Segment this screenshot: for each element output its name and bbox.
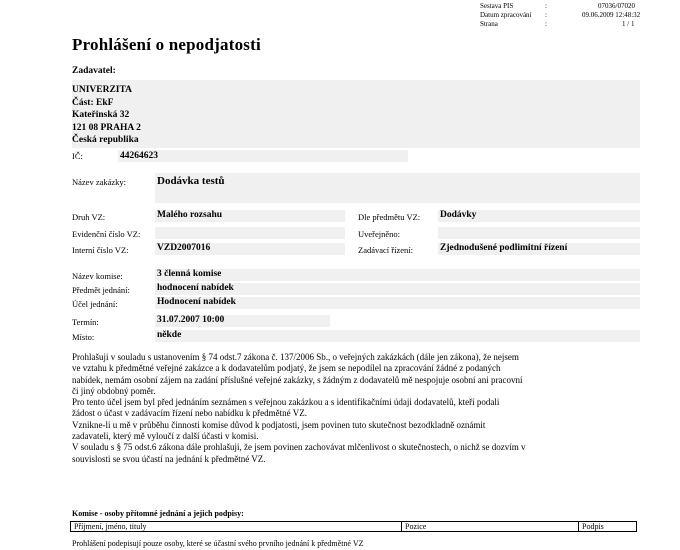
komise-nazev-field <box>155 269 640 281</box>
declaration-text <box>72 352 647 465</box>
predmet-vz-value: Dodávky <box>440 210 477 220</box>
address-line: Česká republika <box>72 135 139 145</box>
druh-label: Druh VZ: <box>72 212 106 222</box>
zadavatel-heading: Zadavatel: <box>72 66 116 76</box>
interni-label: Interní číslo VZ: <box>72 245 129 255</box>
meta-row <box>480 11 670 19</box>
declaration-line: souvislosti se svou účastí na jednání k předmětné VZ. <box>72 453 266 464</box>
meta-label: Sestava PIS <box>480 2 514 10</box>
ic-label: IČ: <box>72 151 83 161</box>
misto-label: Místo: <box>72 332 95 342</box>
uverejneno-field <box>438 227 640 239</box>
meta-label: Datum zpracování <box>480 11 532 19</box>
komise-predmet-value: hodnocení nabídek <box>157 283 234 293</box>
meta-row <box>480 2 670 10</box>
declaration-line: nabídek, nemám osobní zájem na zadání příslušné veřejné zakázky, s žádným z dodavatelů mě nespojuje osobní ani pracovní <box>72 374 523 385</box>
komise-ucel-value: Hodnocení nabídek <box>157 297 236 307</box>
declaration-line: či jiný obdobný poměr. <box>72 385 156 396</box>
declaration-line: V souladu s § 75 odst.6 zákona dále prohlašuji, že jsem povinen zachovávat mlčenlivost o skutečnostech, o nichž se dozvím v <box>72 442 526 453</box>
komise-ucel-label: Účel jednání: <box>72 299 118 309</box>
ic-value: 44264623 <box>120 151 158 161</box>
rizeni-value: Zjednodušené podlimitní řízení <box>440 243 568 253</box>
footer-note: Prohlášení podepisují pouze osoby, které se účastní svého prvního jednání k předmětné VZ <box>72 539 364 548</box>
zakazka-name-label: Název zakázky: <box>72 177 127 187</box>
komise-nazev-label: Název komise: <box>72 271 123 281</box>
zakazka-name-field <box>155 173 640 203</box>
ic-field <box>118 150 408 162</box>
column-header: Pozice <box>402 522 579 532</box>
meta-value: 1 / 1 <box>622 20 635 28</box>
signatures-table <box>70 521 637 532</box>
zadavatel-address <box>72 84 141 147</box>
declaration-line: ve vztahu k předmětné veřejné zakázce a k dodavatelům podjatý, že jsem se nepodílel na zpracování žádné z podaných <box>72 363 501 374</box>
signatures-heading: Komise - osoby přítomné jednání a jejich podpisy: <box>72 509 244 518</box>
declaration-line: zadavateli, který mě vyloučí z další účasti v komisi. <box>72 431 259 442</box>
declaration-line: Prohlašuji v souladu s ustanovením § 74 odst.7 zákona č. 137/2006 Sb., o veřejných zakázkách (dále jen zákona), že nejsem <box>72 352 519 362</box>
uverejneno-label: Uveřejněno: <box>358 229 401 239</box>
komise-predmet-label: Předmět jednání: <box>72 285 130 295</box>
meta-row <box>480 20 670 28</box>
meta-value: 07036/07020 <box>598 2 635 10</box>
meta-sep: : <box>545 11 547 19</box>
druh-value: Malého rozsahu <box>157 210 223 220</box>
meta-label: Strana <box>480 20 498 28</box>
declaration-line: žádost o účast v zadávacím řízení nebo nabídku k předmětné VZ. <box>72 408 308 419</box>
rizeni-label: Zadávací řízení: <box>358 245 413 255</box>
termin-label: Termín: <box>72 317 99 327</box>
misto-value: někde <box>157 330 182 340</box>
column-header: Příjmení, jméno, tituly <box>71 522 402 532</box>
address-line: UNIVERZITA <box>72 85 133 95</box>
address-line: Část: EkF <box>72 97 114 108</box>
interni-value: VZD2007016 <box>157 243 211 253</box>
page-title: Prohlášení o nepodjatosti <box>72 35 261 54</box>
predmet-vz-label: Dle předmětu VZ: <box>358 212 421 222</box>
address-line: 121 08 PRAHA 2 <box>72 122 141 133</box>
evid-field <box>155 227 345 239</box>
meta-value: 09.06.2009 12:48:32 <box>582 11 641 19</box>
termin-value: 31.07.2007 10:00 <box>157 315 225 325</box>
address-line: Kateřinská 32 <box>72 110 130 120</box>
table-row <box>71 522 637 532</box>
meta-sep: : <box>545 20 547 28</box>
column-header: Podpis <box>579 522 637 532</box>
declaration-line: Pro tento účel jsem byl před jednáním seznámen s veřejnou zakázkou a s identifikačními údaji dodavatelů, kteří podali <box>72 397 500 408</box>
evid-label: Evidenční číslo VZ: <box>72 229 141 239</box>
declaration-line: Vznikne-li u mě v průběhu činnosti komise důvod k podjatosti, jsem povinen tuto skutečnost bezodkladně oznámit <box>72 419 486 430</box>
komise-nazev-value: 3 členná komise <box>157 269 222 279</box>
zadavatel-box <box>72 80 640 148</box>
zakazka-name-value: Dodávka testů <box>157 175 225 187</box>
meta-sep: : <box>545 2 547 10</box>
misto-field <box>155 330 640 342</box>
